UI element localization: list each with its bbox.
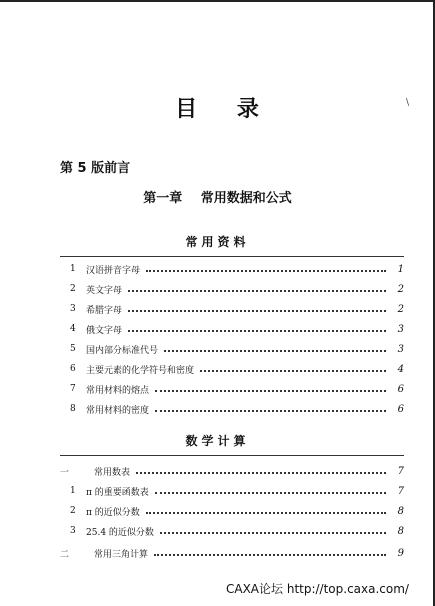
entry-page: 3 — [397, 343, 404, 355]
leader-dots — [164, 350, 386, 352]
forum-watermark: CAXA论坛 http://top.caxa.com/ — [226, 582, 409, 596]
entry-page: 3 — [397, 323, 404, 335]
entry-page: 7 — [397, 465, 404, 477]
entry-page: 7 — [397, 485, 404, 497]
entry-number: 2 — [70, 284, 76, 294]
leader-dots — [146, 512, 386, 514]
chapter-heading: 第一章 常用数据和公式 — [143, 191, 292, 206]
leader-dots — [154, 554, 386, 556]
leader-dots — [155, 390, 386, 392]
entry-number: 2 — [70, 506, 76, 516]
entry-label: 主要元素的化学符号和密度 — [86, 365, 195, 376]
leader-dots — [128, 290, 386, 292]
leader-dots — [146, 270, 386, 272]
scan-edge-top — [0, 0, 435, 2]
entry-page: 4 — [397, 363, 404, 375]
entry-label: 俄文字母 — [86, 325, 123, 336]
entry-label: 25.4 的近似分数 — [86, 527, 154, 538]
toc-entry[interactable] — [60, 282, 404, 296]
entry-number: 4 — [70, 324, 76, 334]
entry-number: 1 — [70, 486, 76, 496]
entry-label: 英文字母 — [86, 285, 123, 296]
entry-label: 汉语拼音字母 — [86, 265, 141, 276]
leader-dots — [136, 472, 386, 474]
section-rule — [60, 455, 404, 456]
entry-label: 常用数表 — [94, 467, 131, 478]
section-title-reference: 常用资料 — [185, 235, 250, 249]
preface-heading: 第 5 版前言 — [60, 161, 131, 176]
leader-dots — [155, 492, 386, 494]
toc-entry[interactable] — [60, 504, 404, 518]
toc-entry[interactable] — [60, 262, 404, 276]
entry-label: 国内部分标准代号 — [86, 345, 159, 356]
toc-entry[interactable] — [60, 382, 404, 396]
leader-dots — [200, 370, 386, 372]
toc-entry[interactable] — [60, 524, 404, 538]
leader-dots — [155, 410, 386, 412]
entry-number: 6 — [70, 364, 76, 374]
scan-mark: \ — [406, 98, 410, 108]
toc-entry[interactable] — [60, 302, 404, 316]
entry-number: 3 — [70, 526, 76, 536]
entry-number: 一 — [60, 467, 70, 478]
entry-page: 9 — [397, 547, 404, 559]
entry-label: 希腊字母 — [86, 305, 123, 316]
entry-number: 8 — [70, 404, 76, 414]
entry-page: 8 — [397, 525, 404, 537]
entry-label: 常用材料的熔点 — [86, 385, 150, 396]
entry-page: 2 — [397, 283, 404, 295]
toc-entry[interactable] — [60, 546, 404, 560]
section-title-math: 数学计算 — [185, 434, 250, 448]
entry-page: 6 — [397, 383, 404, 395]
leader-dots — [160, 532, 386, 534]
toc-entry[interactable] — [60, 362, 404, 376]
entry-label: π 的近似分数 — [86, 507, 140, 518]
entry-page: 8 — [397, 505, 404, 517]
section-rule — [60, 256, 404, 257]
entry-label: 常用材料的密度 — [86, 405, 150, 416]
entry-page: 6 — [397, 403, 404, 415]
toc-entry[interactable] — [60, 342, 404, 356]
toc-entry[interactable] — [60, 464, 404, 478]
entry-number: 二 — [60, 549, 70, 560]
entry-number: 7 — [70, 384, 76, 394]
toc-entry[interactable] — [60, 484, 404, 498]
toc-entry[interactable] — [60, 402, 404, 416]
entry-label: 常用三角计算 — [94, 549, 149, 560]
toc-entry[interactable] — [60, 322, 404, 336]
entry-number: 1 — [70, 264, 76, 274]
entry-page: 2 — [397, 303, 404, 315]
entry-label: π 的重要函数表 — [86, 487, 149, 498]
leader-dots — [128, 330, 386, 332]
page-title: 目 录 — [175, 97, 260, 122]
entry-page: 1 — [397, 263, 404, 275]
leader-dots — [128, 310, 386, 312]
entry-number: 5 — [70, 344, 76, 354]
entry-number: 3 — [70, 304, 76, 314]
